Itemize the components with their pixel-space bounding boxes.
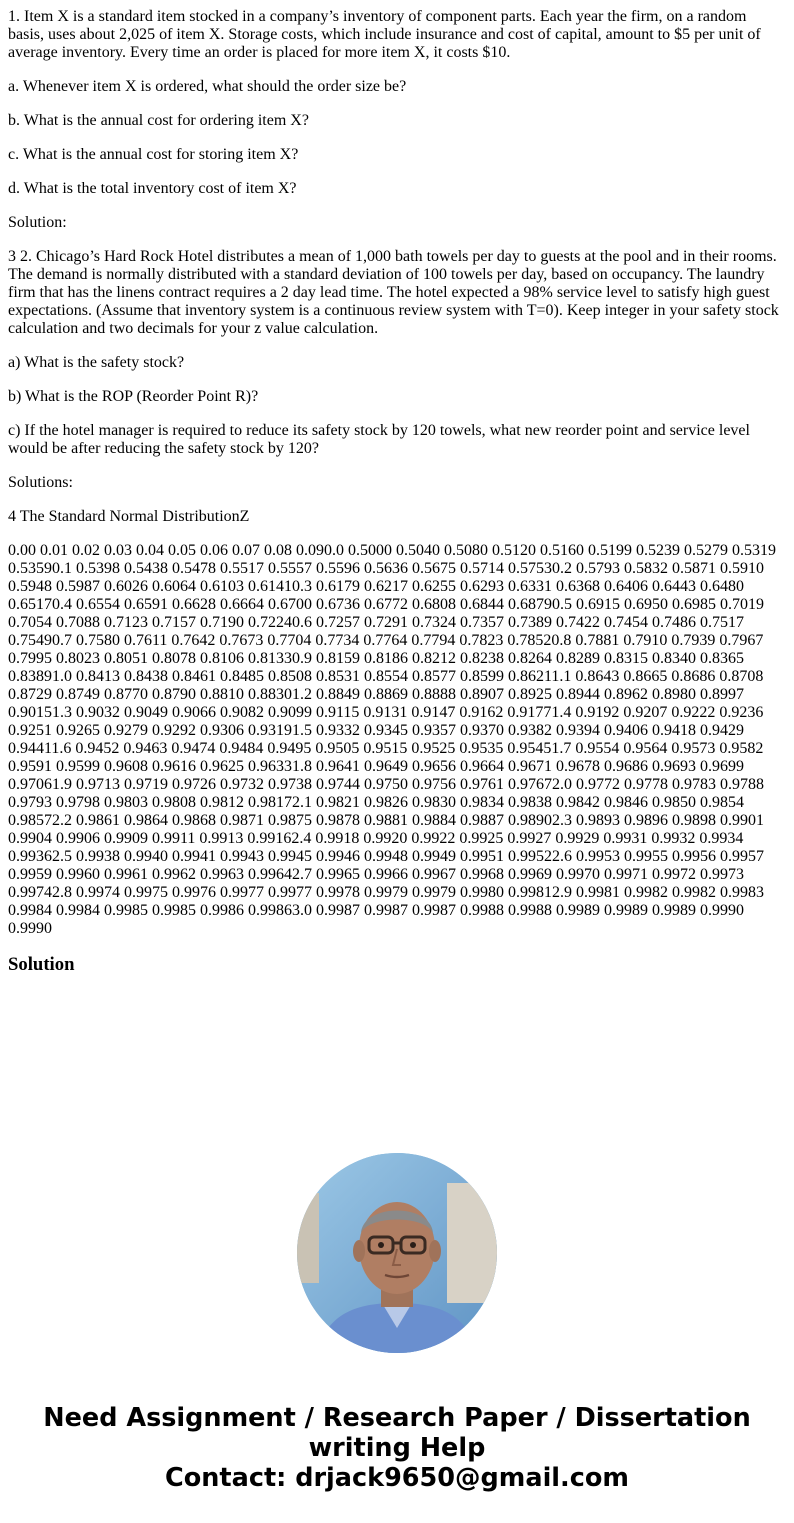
question1-part-d: d. What is the total inventory cost of item X? <box>8 180 297 197</box>
question2-solution-label: Solutions: <box>8 474 73 491</box>
question1-part-b: b. What is the annual cost for ordering item X? <box>8 112 309 129</box>
promo-contact-line: Contact: drjack9650@gmail.com <box>165 1463 629 1493</box>
promo-banner <box>0 1403 794 1493</box>
solution-heading: Solution <box>8 954 75 975</box>
question1-solution-label: Solution: <box>8 214 67 231</box>
author-portrait-photo <box>297 1153 497 1353</box>
portrait-icon <box>297 1153 497 1353</box>
document-content <box>8 8 786 976</box>
question2-part-b: b) What is the ROP (Reorder Point R)? <box>8 388 259 405</box>
question1-intro: 1. Item X is a standard item stocked in a company’s inventory of component parts. Each year the firm, on a random basis, uses about 2,025 of item X. Storage costs, which include insurance and cost of capital, amount to $5 per unit of average inventory. Every time an order is placed for more item X, it costs $10. <box>8 8 761 61</box>
question2-part-a: a) What is the safety stock? <box>8 354 185 371</box>
question1-part-a: a. Whenever item X is ordered, what should the order size be? <box>8 78 407 95</box>
question2-part-c: c) If the hotel manager is required to reduce its safety stock by 120 towels, what new reorder point and service level would be after reducing the safety stock by 120? <box>8 422 750 457</box>
promo-line-2: writing Help <box>308 1433 486 1463</box>
normal-table-body: 0.00 0.01 0.02 0.03 0.04 0.05 0.06 0.07 0.08 0.090.0 0.5000 0.5040 0.5080 0.5120 0.5160 0.5199 0.5239 0.5279 0.5319 0.53590.1 0.5398 0.5438 0.5478 0.5517 0.5557 0.5596 0.5636 0.5675 0.5714 0.57530.2 0.5793 0.5832 0.5871 0.5910 0.5948 0.5987 0.6026 0.6064 0.6103 0.61410.3 0.6179 0.6217 0.6255 0.6293 0.6331 0.6368 0.6406 0.6443 0.6480 0.65170.4 0.6554 0.6591 0.6628 0.6664 0.6700 0.6736 0.6772 0.6808 0.6844 0.68790.5 0.6915 0.6950 0.6985 0.7019 0.7054 0.7088 0.7123 0.7157 0.7190 0.72240.6 0.7257 0.7291 0.7324 0.7357 0.7389 0.7422 0.7454 0.7486 0.7517 0.75490.7 0.7580 0.7611 0.7642 0.7673 0.7704 0.7734 0.7764 0.7794 0.7823 0.78520.8 0.7881 0.7910 0.7939 0.7967 0.7995 0.8023 0.8051 0.8078 0.8106 0.81330.9 0.8159 0.8186 0.8212 0.8238 0.8264 0.8289 0.8315 0.8340 0.8365 0.83891.0 0.8413 0.8438 0.8461 0.8485 0.8508 0.8531 0.8554 0.8577 0.8599 0.86211.1 0.8643 0.8665 0.8686 0.8708 0.8729 0.8749 0.8770 0.8790 0.8810 0.88301.2 0.8849 0.8869 0.8888 0.8907 0.8925 0.8944 0.8962 0.8980 0.8997 0.90151.3 0.9032 0.9049 0.9066 0.9082 0.9099 0.9115 0.9131 0.9147 0.9162 0.91771.4 0.9192 0.9207 0.9222 0.9236 0.9251 0.9265 0.9279 0.9292 0.9306 0.93191.5 0.9332 0.9345 0.9357 0.9370 0.9382 0.9394 0.9406 0.9418 0.9429 0.94411.6 0.9452 0.9463 0.9474 0.9484 0.9495 0.9505 0.9515 0.9525 0.9535 0.95451.7 0.9554 0.9564 0.9573 0.9582 0.9591 0.9599 0.9608 0.9616 0.9625 0.96331.8 0.9641 0.9649 0.9656 0.9664 0.9671 0.9678 0.9686 0.9693 0.9699 0.97061.9 0.9713 0.9719 0.9726 0.9732 0.9738 0.9744 0.9750 0.9756 0.9761 0.97672.0 0.9772 0.9778 0.9783 0.9788 0.9793 0.9798 0.9803 0.9808 0.9812 0.98172.1 0.9821 0.9826 0.9830 0.9834 0.9838 0.9842 0.9846 0.9850 0.9854 0.98572.2 0.9861 0.9864 0.9868 0.9871 0.9875 0.9878 0.9881 0.9884 0.9887 0.98902.3 0.9893 0.9896 0.9898 0.9901 0.9904 0.9906 0.9909 0.9911 0.9913 0.99162.4 0.9918 0.9920 0.9922 0.9925 0.9927 0.9929 0.9931 0.9932 0.9934 0.99362.5 0.9938 0.9940 0.9941 0.9943 0.9945 0.9946 0.9948 0.9949 0.9951 0.99522.6 0.9953 0.9955 0.9956 0.9957 0.9959 0.9960 0.9961 0.9962 0.9963 0.99642.7 0.9965 0.9966 0.9967 0.9968 0.9969 0.9970 0.9971 0.9972 0.9973 0.99742.8 0.9974 0.9975 0.9976 0.9977 0.9977 0.9978 0.9979 0.9979 0.9980 0.99812.9 0.9981 0.9982 0.9982 0.9983 0.9984 0.9984 0.9985 0.9985 0.9986 0.99863.0 0.9987 0.9987 0.9987 0.9988 0.9988 0.9989 0.9989 0.9989 0.9990 0.9990 <box>8 542 776 937</box>
question1-part-c: c. What is the annual cost for storing item X? <box>8 146 299 163</box>
promo-line-1: Need Assignment / Research Paper / Dissertation <box>43 1403 751 1433</box>
normal-table-heading: 4 The Standard Normal DistributionZ <box>8 508 250 525</box>
question2-intro: 3 2. Chicago’s Hard Rock Hotel distributes a mean of 1,000 bath towels per day to guests at the pool and in their rooms. The demand is normally distributed with a standard deviation of 100 towels per day, based on occupancy. The laundry firm that has the linens contract requires a 2 day lead time. The hotel expected a 98% service level to satisfy high guest expectations. (Assume that inventory system is a continuous review system with T=0). Keep integer in your safety stock calculation and two decimals for your z value calculation. <box>8 248 779 337</box>
